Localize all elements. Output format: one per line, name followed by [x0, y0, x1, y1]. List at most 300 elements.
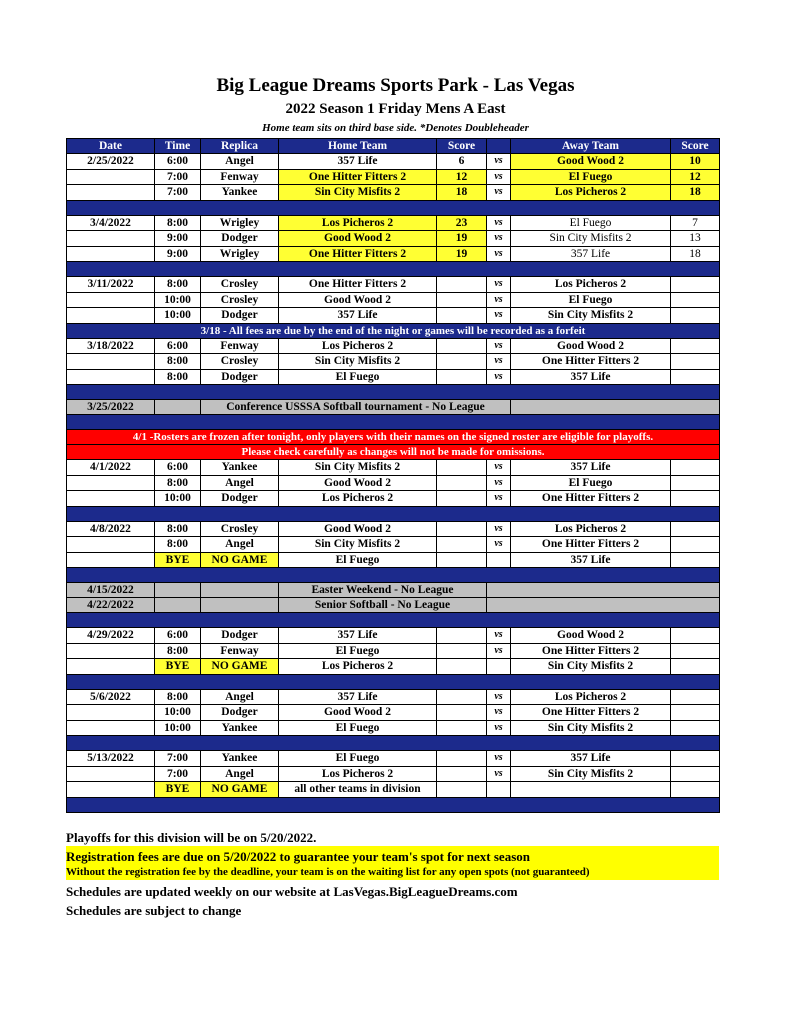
date-cell: 3/18/2022	[67, 338, 155, 354]
game-row	[67, 751, 720, 767]
home-team-note: Home team sits on third base side. *Denotes Doubleheader	[262, 122, 529, 134]
vs-cell: vs	[487, 643, 511, 659]
replica-field-cell: Angel	[201, 475, 279, 491]
replica-field-cell: Dodger	[201, 231, 279, 247]
home-team-cell: Good Wood 2	[279, 521, 437, 537]
game-row	[67, 215, 720, 231]
spacer-cell	[67, 568, 720, 583]
home-team-cell: Los Picheros 2	[279, 491, 437, 507]
replica-field-cell: Dodger	[201, 491, 279, 507]
bye-row	[67, 552, 720, 568]
spacer-row	[67, 385, 720, 400]
away-score-cell	[671, 537, 720, 553]
home-score-cell: 6	[437, 154, 487, 170]
home-score-cell: 19	[437, 231, 487, 247]
spacer-row	[67, 262, 720, 277]
away-score-cell	[671, 720, 720, 736]
game-row	[67, 628, 720, 644]
replica-field-cell: Dodger	[201, 308, 279, 324]
away-team-cell: One Hitter Fitters 2	[511, 491, 671, 507]
date-cell	[67, 659, 155, 675]
no-league-text: Conference USSSA Softball tournament - No League	[201, 400, 511, 415]
time-cell: 6:00	[155, 154, 201, 170]
away-score-cell	[671, 369, 720, 385]
date-cell: 4/29/2022	[67, 628, 155, 644]
away-team-cell: 357 Life	[511, 246, 671, 262]
replica-field-cell: Angel	[201, 766, 279, 782]
time-cell	[155, 400, 201, 415]
game-row	[67, 231, 720, 247]
date-cell: 5/13/2022	[67, 751, 155, 767]
time-cell: 10:00	[155, 720, 201, 736]
spacer-cell	[67, 415, 720, 430]
away-team-cell: El Fuego	[511, 169, 671, 185]
roster-notice-row	[67, 445, 720, 460]
vs-cell: vs	[487, 338, 511, 354]
col-date-header: Date	[67, 139, 155, 154]
game-row	[67, 491, 720, 507]
bye-label: BYE	[155, 552, 201, 568]
home-score-cell	[437, 292, 487, 308]
home-score-cell	[437, 659, 487, 675]
time-cell: 8:00	[155, 521, 201, 537]
vs-cell: vs	[487, 720, 511, 736]
replica-field-cell: Crosley	[201, 292, 279, 308]
fee-notice-row	[67, 323, 720, 338]
away-team-cell: Los Picheros 2	[511, 277, 671, 293]
home-team-cell: Good Wood 2	[279, 475, 437, 491]
away-score-cell: 7	[671, 215, 720, 231]
time-cell: 10:00	[155, 292, 201, 308]
away-score-cell	[671, 292, 720, 308]
table-header-row	[67, 139, 720, 154]
spacer-row	[67, 568, 720, 583]
vs-cell: vs	[487, 169, 511, 185]
away-team-cell: Los Picheros 2	[511, 521, 671, 537]
game-row	[67, 766, 720, 782]
home-team-cell: One Hitter Fitters 2	[279, 246, 437, 262]
col-away-team-header: Away Team	[511, 139, 671, 154]
away-team-cell: 357 Life	[511, 552, 671, 568]
away-team-cell: Sin City Misfits 2	[511, 308, 671, 324]
home-score-cell	[437, 537, 487, 553]
away-score-cell: 10	[671, 154, 720, 170]
home-team-cell: Good Wood 2	[279, 231, 437, 247]
replica-field-cell: Dodger	[201, 628, 279, 644]
away-team-cell: One Hitter Fitters 2	[511, 537, 671, 553]
bye-row	[67, 659, 720, 675]
page-subtitle: 2022 Season 1 Friday Mens A East	[285, 101, 506, 117]
no-league-row	[67, 400, 720, 415]
roster-notice-line: 4/1 -Rosters are frozen after tonight, only players with their names on the signed roster are eligible for playoffs.	[67, 430, 720, 445]
home-team-cell: 357 Life	[279, 689, 437, 705]
away-score-cell	[671, 628, 720, 644]
time-cell: 8:00	[155, 277, 201, 293]
date-cell	[67, 185, 155, 201]
home-score-cell	[437, 552, 487, 568]
away-team-cell: Good Wood 2	[511, 154, 671, 170]
vs-cell: vs	[487, 491, 511, 507]
home-score-cell	[437, 354, 487, 370]
away-score-cell	[671, 689, 720, 705]
home-score-cell	[437, 720, 487, 736]
home-score-cell: 19	[437, 246, 487, 262]
home-team-cell: 357 Life	[279, 154, 437, 170]
home-score-cell	[437, 308, 487, 324]
home-team-cell: Sin City Misfits 2	[279, 537, 437, 553]
home-score-cell	[437, 689, 487, 705]
home-team-cell: El Fuego	[279, 720, 437, 736]
time-cell: 7:00	[155, 751, 201, 767]
time-cell: 8:00	[155, 643, 201, 659]
vs-cell: vs	[487, 308, 511, 324]
roster-notice-line: Please check carefully as changes will not be made for omissions.	[67, 445, 720, 460]
game-row	[67, 246, 720, 262]
no-league-row	[67, 583, 720, 598]
date-cell	[67, 169, 155, 185]
date-cell	[67, 643, 155, 659]
home-score-cell: 23	[437, 215, 487, 231]
vs-cell: vs	[487, 215, 511, 231]
vs-cell	[487, 782, 511, 798]
home-score-cell	[437, 766, 487, 782]
away-team-cell: One Hitter Fitters 2	[511, 705, 671, 721]
game-row	[67, 185, 720, 201]
spacer-row	[67, 506, 720, 521]
replica-field-cell: Wrigley	[201, 215, 279, 231]
bye-row	[67, 782, 720, 798]
away-team-cell: Good Wood 2	[511, 338, 671, 354]
time-cell: 8:00	[155, 369, 201, 385]
home-score-cell	[437, 475, 487, 491]
spacer-cell	[67, 385, 720, 400]
away-team-cell: El Fuego	[511, 475, 671, 491]
bye-team: Los Picheros 2	[279, 659, 437, 675]
home-score-cell	[437, 491, 487, 507]
date-cell: 5/6/2022	[67, 689, 155, 705]
empty-cell	[487, 583, 720, 598]
replica-field-cell: Crosley	[201, 277, 279, 293]
home-team-cell: One Hitter Fitters 2	[279, 169, 437, 185]
away-score-cell: 13	[671, 231, 720, 247]
home-score-cell: 12	[437, 169, 487, 185]
spacer-row	[67, 613, 720, 628]
date-cell	[67, 354, 155, 370]
vs-cell: vs	[487, 628, 511, 644]
time-cell: 10:00	[155, 705, 201, 721]
time-cell: 7:00	[155, 169, 201, 185]
empty-cell	[511, 400, 720, 415]
away-score-cell	[671, 751, 720, 767]
away-team-cell: Sin City Misfits 2	[511, 720, 671, 736]
vs-cell: vs	[487, 354, 511, 370]
vs-cell	[487, 552, 511, 568]
date-cell: 4/15/2022	[67, 583, 155, 598]
vs-cell: vs	[487, 292, 511, 308]
spacer-cell	[67, 262, 720, 277]
replica-field-cell: Fenway	[201, 169, 279, 185]
spacer-row	[67, 415, 720, 430]
game-row	[67, 705, 720, 721]
col-home-score-header: Score	[437, 139, 487, 154]
home-score-cell	[437, 521, 487, 537]
away-score-cell	[671, 475, 720, 491]
spacer-row	[67, 200, 720, 215]
date-cell: 4/8/2022	[67, 521, 155, 537]
col-away-score-header: Score	[671, 139, 720, 154]
away-score-cell	[671, 659, 720, 675]
date-cell: 3/25/2022	[67, 400, 155, 415]
game-row	[67, 354, 720, 370]
home-score-cell	[437, 751, 487, 767]
no-league-text: Easter Weekend - No League	[279, 583, 487, 598]
away-score-cell	[671, 782, 720, 798]
vs-cell: vs	[487, 475, 511, 491]
time-cell	[155, 598, 201, 613]
spacer-cell	[67, 674, 720, 689]
game-row	[67, 169, 720, 185]
home-score-cell	[437, 369, 487, 385]
home-score-cell	[437, 628, 487, 644]
replica-field-cell: Dodger	[201, 705, 279, 721]
website-note: Schedules are updated weekly on our website at LasVegas.BigLeagueDreams.com	[66, 884, 518, 899]
no-league-row	[67, 598, 720, 613]
date-cell	[67, 552, 155, 568]
away-team-cell: Los Picheros 2	[511, 185, 671, 201]
away-score-cell	[671, 521, 720, 537]
time-cell: 8:00	[155, 475, 201, 491]
time-cell: 6:00	[155, 460, 201, 476]
date-cell	[67, 308, 155, 324]
time-cell: 10:00	[155, 491, 201, 507]
away-team-cell: El Fuego	[511, 215, 671, 231]
spacer-row	[67, 736, 720, 751]
time-cell: 8:00	[155, 537, 201, 553]
date-cell: 3/4/2022	[67, 215, 155, 231]
date-cell	[67, 369, 155, 385]
away-score-cell	[671, 643, 720, 659]
spacer-row	[67, 674, 720, 689]
time-cell	[155, 583, 201, 598]
vs-cell: vs	[487, 705, 511, 721]
vs-cell: vs	[487, 521, 511, 537]
bye-label: BYE	[155, 782, 201, 798]
game-row	[67, 292, 720, 308]
replica-field-cell: Yankee	[201, 185, 279, 201]
spacer-cell	[67, 736, 720, 751]
home-score-cell	[437, 338, 487, 354]
date-cell	[67, 231, 155, 247]
home-team-cell: El Fuego	[279, 751, 437, 767]
date-cell: 2/25/2022	[67, 154, 155, 170]
date-cell: 3/11/2022	[67, 277, 155, 293]
away-score-cell: 18	[671, 185, 720, 201]
empty-cell	[487, 598, 720, 613]
vs-cell: vs	[487, 537, 511, 553]
no-game-label: NO GAME	[201, 552, 279, 568]
game-row	[67, 308, 720, 324]
date-cell	[67, 475, 155, 491]
game-row	[67, 521, 720, 537]
time-cell: 9:00	[155, 231, 201, 247]
date-cell: 4/22/2022	[67, 598, 155, 613]
subject-to-change-note: Schedules are subject to change	[66, 903, 242, 918]
vs-cell: vs	[487, 751, 511, 767]
no-game-label: NO GAME	[201, 659, 279, 675]
home-score-cell	[437, 277, 487, 293]
date-cell	[67, 537, 155, 553]
away-score-cell	[671, 766, 720, 782]
replica-field-cell: Dodger	[201, 369, 279, 385]
time-cell: 6:00	[155, 628, 201, 644]
home-team-cell: 357 Life	[279, 628, 437, 644]
home-team-cell: Sin City Misfits 2	[279, 185, 437, 201]
home-team-cell: Los Picheros 2	[279, 766, 437, 782]
home-team-cell: Los Picheros 2	[279, 338, 437, 354]
time-cell: 7:00	[155, 766, 201, 782]
home-team-cell: Good Wood 2	[279, 292, 437, 308]
home-team-cell: Sin City Misfits 2	[279, 460, 437, 476]
time-cell: 7:00	[155, 185, 201, 201]
away-team-cell: 357 Life	[511, 751, 671, 767]
home-team-cell: El Fuego	[279, 643, 437, 659]
replica-field-cell: Fenway	[201, 643, 279, 659]
spacer-cell	[67, 506, 720, 521]
home-team-cell: Good Wood 2	[279, 705, 437, 721]
vs-cell: vs	[487, 246, 511, 262]
no-league-text: Senior Softball - No League	[279, 598, 487, 613]
spacer-row	[67, 797, 720, 812]
vs-cell: vs	[487, 154, 511, 170]
replica-field-cell: Yankee	[201, 720, 279, 736]
spacer-cell	[67, 613, 720, 628]
home-score-cell	[437, 643, 487, 659]
replica-field-cell: Angel	[201, 689, 279, 705]
away-team-cell: Sin City Misfits 2	[511, 766, 671, 782]
bye-label: BYE	[155, 659, 201, 675]
waiting-list-note: Without the registration fee by the deadline, your team is on the waiting list for any open spots (not guaranteed)	[66, 866, 590, 878]
home-score-cell	[437, 782, 487, 798]
vs-cell: vs	[487, 369, 511, 385]
away-team-cell: One Hitter Fitters 2	[511, 643, 671, 659]
time-cell: 9:00	[155, 246, 201, 262]
vs-cell: vs	[487, 231, 511, 247]
home-team-cell: 357 Life	[279, 308, 437, 324]
game-row	[67, 475, 720, 491]
vs-cell: vs	[487, 185, 511, 201]
home-score-cell	[437, 705, 487, 721]
replica-cell	[201, 598, 279, 613]
away-score-cell	[671, 705, 720, 721]
time-cell: 10:00	[155, 308, 201, 324]
page-title: Big League Dreams Sports Park - Las Vegas	[216, 75, 575, 96]
home-team-cell: Sin City Misfits 2	[279, 354, 437, 370]
vs-cell: vs	[487, 689, 511, 705]
away-score-cell	[671, 354, 720, 370]
game-row	[67, 689, 720, 705]
date-cell	[67, 720, 155, 736]
time-cell: 6:00	[155, 338, 201, 354]
game-row	[67, 154, 720, 170]
replica-cell	[201, 583, 279, 598]
away-team-cell: Good Wood 2	[511, 628, 671, 644]
away-score-cell: 18	[671, 246, 720, 262]
time-cell: 8:00	[155, 354, 201, 370]
away-team-cell: One Hitter Fitters 2	[511, 354, 671, 370]
home-team-cell: Los Picheros 2	[279, 215, 437, 231]
replica-field-cell: Yankee	[201, 460, 279, 476]
date-cell	[67, 292, 155, 308]
replica-field-cell: Angel	[201, 537, 279, 553]
game-row	[67, 643, 720, 659]
bye-team: El Fuego	[279, 552, 437, 568]
date-cell: 4/1/2022	[67, 460, 155, 476]
game-row	[67, 369, 720, 385]
vs-cell: vs	[487, 766, 511, 782]
home-team-cell: El Fuego	[279, 369, 437, 385]
vs-cell: vs	[487, 277, 511, 293]
col-vs-header	[487, 139, 511, 154]
replica-field-cell: Crosley	[201, 354, 279, 370]
away-team-cell: Los Picheros 2	[511, 689, 671, 705]
playoffs-note: Playoffs for this division will be on 5/20/2022.	[66, 830, 317, 845]
bye-team: all other teams in division	[279, 782, 437, 798]
replica-field-cell: Yankee	[201, 751, 279, 767]
away-score-cell: 12	[671, 169, 720, 185]
replica-field-cell: Crosley	[201, 521, 279, 537]
col-home-team-header: Home Team	[279, 139, 437, 154]
away-score-cell	[671, 338, 720, 354]
away-score-cell	[671, 491, 720, 507]
home-score-cell	[437, 460, 487, 476]
game-row	[67, 720, 720, 736]
home-team-cell: One Hitter Fitters 2	[279, 277, 437, 293]
date-cell	[67, 766, 155, 782]
replica-field-cell: Wrigley	[201, 246, 279, 262]
home-score-cell: 18	[437, 185, 487, 201]
replica-field-cell: Fenway	[201, 338, 279, 354]
game-row	[67, 537, 720, 553]
col-time-header: Time	[155, 139, 201, 154]
date-cell	[67, 782, 155, 798]
time-cell: 8:00	[155, 215, 201, 231]
away-team-cell: El Fuego	[511, 292, 671, 308]
time-cell: 8:00	[155, 689, 201, 705]
away-score-cell	[671, 552, 720, 568]
away-team-cell: Sin City Misfits 2	[511, 659, 671, 675]
vs-cell	[487, 659, 511, 675]
spacer-cell	[67, 200, 720, 215]
away-team-cell: 357 Life	[511, 369, 671, 385]
col-replica-header: Replica	[201, 139, 279, 154]
game-row	[67, 338, 720, 354]
spacer-cell	[67, 797, 720, 812]
fee-notice-text: 3/18 - All fees are due by the end of the night or games will be recorded as a forfeit	[67, 323, 720, 338]
away-team-cell	[511, 782, 671, 798]
away-team-cell: 357 Life	[511, 460, 671, 476]
game-row	[67, 460, 720, 476]
roster-notice-row	[67, 430, 720, 445]
replica-field-cell: Angel	[201, 154, 279, 170]
vs-cell: vs	[487, 460, 511, 476]
date-cell	[67, 491, 155, 507]
game-row	[67, 277, 720, 293]
away-score-cell	[671, 308, 720, 324]
date-cell	[67, 246, 155, 262]
no-game-label: NO GAME	[201, 782, 279, 798]
away-score-cell	[671, 460, 720, 476]
registration-note: Registration fees are due on 5/20/2022 to guarantee your team's spot for next season	[66, 849, 530, 864]
